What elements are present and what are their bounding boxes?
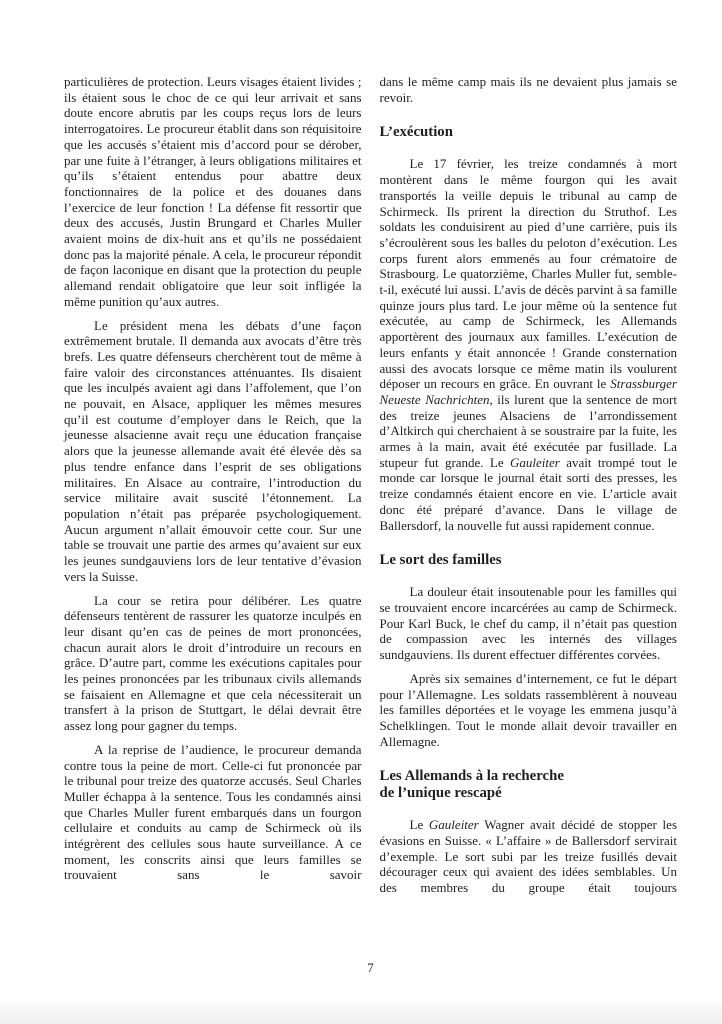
right-column — [380, 74, 678, 896]
text-run: Le 17 février, les treize condamnés à mort montèrent dans le même fourgon qui les avait transportés la veille depuis le tribunal au camp de Schirmeck. Ils prirent la direction du Struthof. Les soldats les conduisirent au pied d’une carrière, puis ils s’écroulèrent sous les balles du peloton d’exécution. Les corps furent alors emmenés au four crématoire de Strasbourg. Le quatorzième, Charles Muller fut, semble-t-il, exécuté lui aussi. L’avis de décès parvint à sa famille quinze jours plus tard. Le jour même où la sentence fut exécutée, au camp de Schirmeck, les Allemands apportèrent des journaux aux familles. L’exécution de leurs enfants y était annoncée ! Grande consternation aussi des avocats lorsque ce même matin ils voulurent déposer un recours en grâce. En ouvrant le — [379, 156, 677, 392]
page-number: 7 — [367, 960, 374, 975]
section-heading: Les Allemands à la recherche de l’unique rescapé — [379, 768, 564, 802]
paragraph — [380, 671, 678, 750]
paragraph — [64, 318, 362, 585]
text-run: , ils lurent que la sentence de mort des treize jeunes Alsaciens de l’arrondissement d’Altkirch qui cherchaient à se soustraire par la fuite, les armes à la main, avait été exécutée par fusillade. La stupeur fut grande. Le — [379, 391, 677, 470]
paragraph — [64, 593, 362, 734]
italic-text-run: Gauleiter — [510, 454, 560, 470]
paragraph — [380, 817, 678, 896]
paragraph — [380, 156, 678, 533]
text-run: La douleur était insoutenable pour les familles qui se trouvaient encore incarcérées au camp de Schirmeck. Pour Karl Buck, le chef du camp, il n’était pas question de compassion avec les internés des villages sundgauviens. Ils durent effectuer différentes corvées. — [379, 584, 677, 663]
scan-edge-shadow — [0, 1001, 722, 1024]
text-run: Après six semaines d’internement, ce fut le départ pour l’Allemagne. Les soldats rassemblèrent à nouveau les familles déportées et le voyage les emmena jusqu’à Schelklingen. Tout le monde allait devoir travailler en Allemagne. — [379, 670, 677, 749]
text-run: avait trompé tout le monde car lorsque le journal était sorti des presses, les treize condamnés étaient encore en vie. L’article avait donc été préparé d’avance. Dans le village de Ballersdorf, la nouvelle fut aussi rapidement connue. — [379, 454, 677, 533]
text-run: La cour se retira pour délibérer. Les quatre défenseurs tentèrent de rassurer les quatorze inculpés en leur disant qu’en cas de peines de mort prononcées, chacun aurait alors le droit d’introduire un recours en grâce. D’autre part, comme les exécutions capitales pour les peines prononcées par les tribunaux civils allemands se faisaient en Allemagne et que cela nécessiterait un transfert à la prison de Stuttgart, le délai devrait être assez long pour gagner du temps. — [64, 592, 362, 734]
section-heading: Le sort des familles — [379, 552, 502, 569]
paragraph — [64, 742, 362, 883]
text-run: Wagner avait décidé de stopper les évasions en Suisse. « L’affaire » de Ballersdorf servirait d’exemple. Le sort subi par les treize fusillés devait décourager ceux qui avaient des idées semblables. Un des membres du groupe était toujours — [379, 817, 677, 896]
italic-text-run: Strassburger Neueste Nachrichten — [379, 376, 677, 407]
two-column-text-area — [64, 74, 677, 896]
text-run: Le — [409, 817, 429, 833]
text-run: particulières de protection. Leurs visages étaient livides ; ils étaient sous le choc de ce qui leur arrivait et sans doute encore abrutis par les coups reçus lors de leurs interrogatoires. Le procureur établit dans son réquisitoire que les accusés s’étaient mis d’accord pour se dérober, par une fuite à l’étranger, à leurs obligations militaires et qu’ils s’étaient entendus pour abattre deux fonctionnaires de la police et des douanes dans l’exercice de leur fonction ! La défense fit ressortir que deux des accusés, Justin Brungard et Charles Muller avaient moins de dix-huit ans et qu’ils ne possédaient donc pas la majorité pénale. A cela, le procureur répondit de façon laconique en disant que la protection du peuple allemand rendait obligatoire que leur soit infligée la même punition qu’aux autres. — [64, 74, 362, 309]
italic-text-run: Gauleiter — [428, 817, 479, 833]
paragraph — [64, 74, 362, 310]
section-heading: L’exécution — [379, 124, 453, 141]
text-run: dans le même camp mais ils ne devaient plus jamais se revoir. — [379, 74, 677, 105]
paragraph — [380, 584, 678, 663]
text-run: A la reprise de l’audience, le procureur demanda contre tous la peine de mort. Celle-ci fut prononcée par le tribunal pour treize des quatorze accusés. Seul Charles Muller échappa à la sentence. Tous les condamnés ainsi que Charles Muller furent embarqués dans un fourgon cellulaire et conduits au camp de Schirmeck où ils intégrèrent des cellules sous haute surveillance. A ce moment, les conscrits ainsi que leurs familles se trouvaient sans le savoir — [64, 741, 362, 883]
text-run: Le président mena les débats d’une façon extrêmement brutale. Il demanda aux avocats d’être très brefs. Les quatre défenseurs cherchèrent tout de même à faire valoir des circonstances atténuantes. Ils disaient que les inculpés avaient agi dans l’affolement, que l’on ne pouvait, en Alsace, appliquer les mêmes mesures qu’il est coutume d’employer dans le Reich, que la jeunesse alsacienne avait reçu une éducation française alors que la jeunesse allemande avait été élevée dès sa plus tendre enfance dans l’esprit de ses obligations militaires. En Alsace au contraire, l’introduction du service militaire avait suscité l’étonnement. La population n’était pas préparée psychologiquement. Aucun argument n’allait émouvoir cette cour. Sur une table se trouvait une partie des armes qu’avaient sur eux les jeunes sundgauviens lors de leur tentative d’évasion vers la Suisse. — [64, 317, 362, 584]
paragraph — [380, 74, 678, 105]
left-column — [64, 74, 362, 896]
